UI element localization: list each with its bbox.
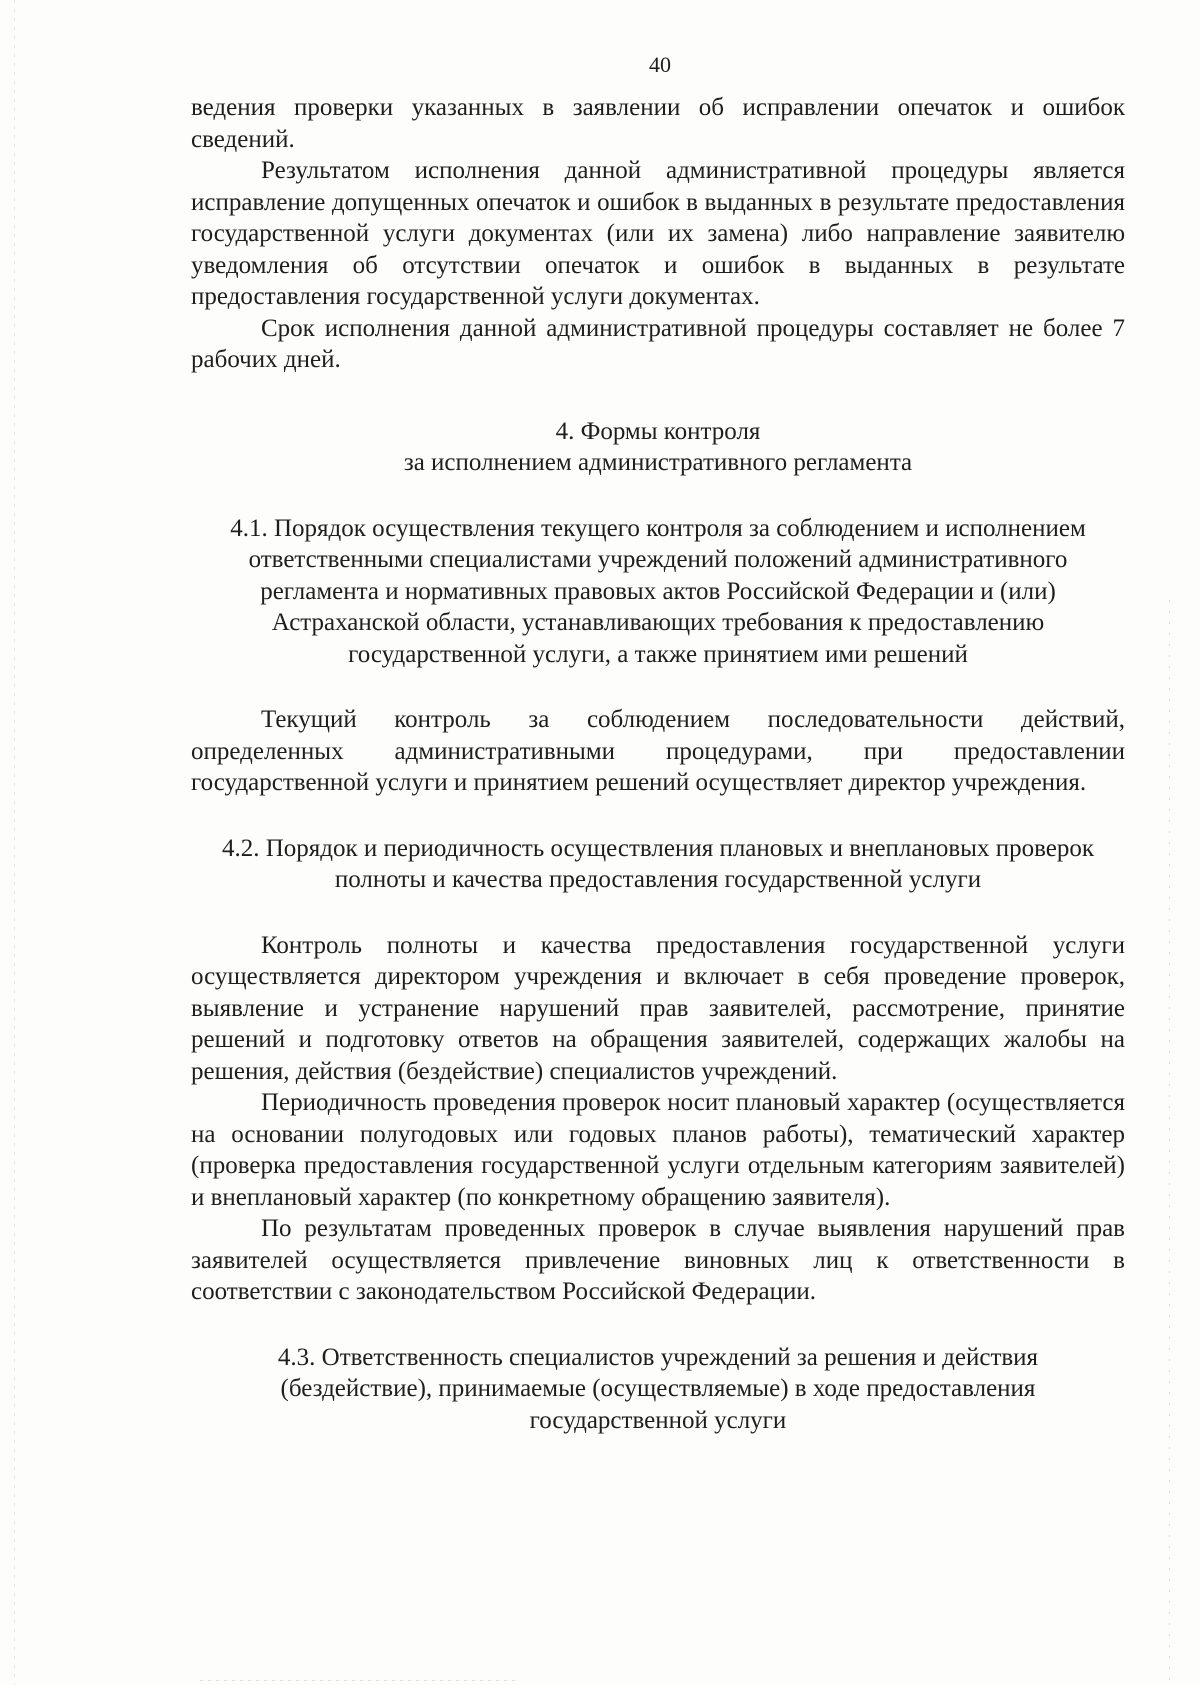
section-4-title-line2: за исполнением административного регламента <box>403 449 913 476</box>
section-4-1-heading: 4.1. Порядок осуществления текущего контроля за соблюдением и исполнением ответственными специалистами учреждений положений административного регламента и нормативных правовых актов Российской Федерации и (или) Астраханской области, устанавливающих требования к предоставлению государственной услуги, а также принятием ими решений <box>230 514 1086 668</box>
paragraph-continuation: ведения проверки указанных в заявлении об исправлении опечаток и ошибок сведений. <box>191 94 1125 153</box>
section-4-3-heading: 4.3. Ответственность специалистов учреждений за решения и действия (бездействие), принимаемые (осуществляемые) в ходе предоставления государственной услуги <box>277 1343 1039 1434</box>
scan-edge-bottom <box>200 1680 520 1681</box>
scan-edge-left <box>14 0 15 1685</box>
section-4-1-paragraph: Текущий контроль за соблюдением последовательности действий, определенных административными процедурами, при предоставлении государственной услуги и принятием решений осуществляет директор учреждения. <box>191 706 1125 796</box>
section-4-2-paragraph-3: По результатам проведенных проверок в случае выявления нарушений прав заявителей осуществляется привлечение виновных лиц к ответственности в соответствии с законодательством Российской Федерации. <box>191 1215 1125 1305</box>
paragraph-deadline: Срок исполнения данной административной процедуры составляет не более 7 рабочих дней. <box>191 314 1125 373</box>
section-4-2-heading: 4.2. Порядок и периодичность осуществления плановых и внеплановых проверок полноты и качества предоставления государственной услуги <box>221 834 1094 893</box>
document-body <box>191 92 1125 1436</box>
paragraph-result: Результатом исполнения данной административной процедуры является исправление допущенных опечаток и ошибок в выданных в результате предоставления государственной услуги документах (или их замена) либо направление заявителю уведомления об отсутствии опечаток и ошибок в выданных в результате предоставления государственной услуги документах. <box>191 157 1125 310</box>
section-4-2-paragraph-1: Контроль полноты и качества предоставления государственной услуги осуществляется директором учреждения и включает в себя проведение проверок, выявление и устранение нарушений прав заявителей, рассмотрение, принятие решений и подготовку ответов на обращения заявителей, содержащих жалобы на решения, действия (бездействие) специалистов учреждений. <box>191 931 1125 1085</box>
section-4-title-line1: 4. Формы контроля <box>555 417 761 445</box>
page-number: 40 <box>649 52 671 77</box>
scan-edge-right <box>1169 600 1170 1680</box>
section-4-2-paragraph-2: Периодичность проведения проверок носит плановый характер (осуществляется на основании полугодовых или годовых планов работы), тематический характер (проверка предоставления государственной услуги отдельным категориям заявителей) и внеплановый характер (по конкретному обращению заявителя). <box>191 1089 1125 1211</box>
